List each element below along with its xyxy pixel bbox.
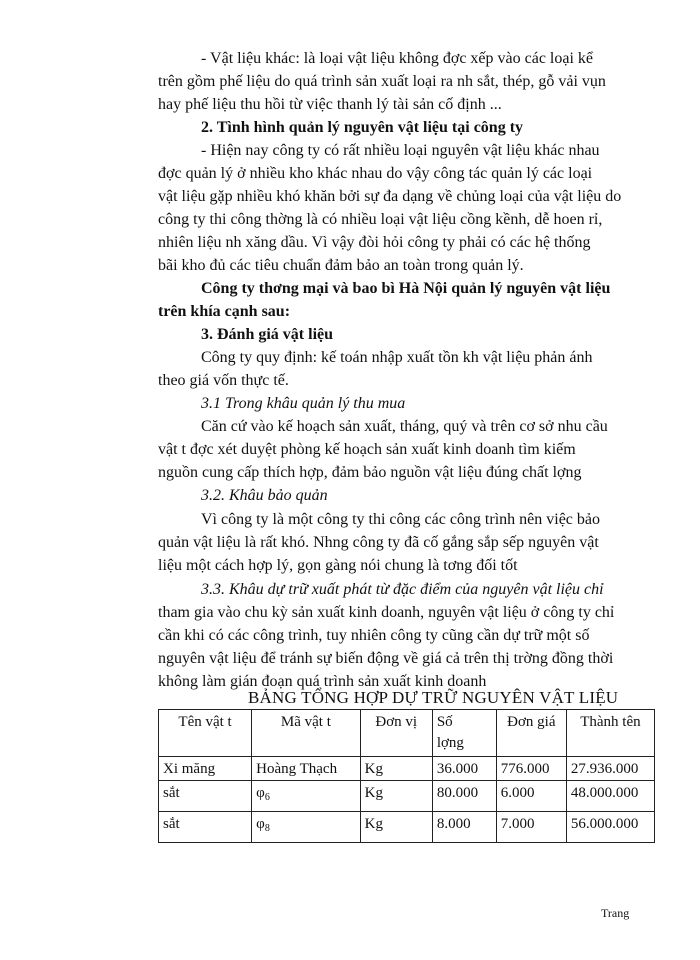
- paragraph-line: Vì công ty là một công ty thi công các công trình nên việc bảo: [201, 511, 600, 528]
- bold-line: trên khía cạnh sau:: [158, 303, 291, 320]
- paragraph-line: - Vật liệu khác: là loại vật liệu không đợc xếp vào các loại kể: [201, 50, 594, 67]
- table-cell: sắt: [159, 812, 252, 843]
- table-cell: 27.936.000: [566, 757, 654, 781]
- table-cell: sắt: [159, 781, 252, 812]
- section-heading: 3. Đánh giá vật liệu: [201, 326, 334, 343]
- section-heading: 2. Tình hình quản lý nguyên vật liệu tại công ty: [201, 119, 524, 136]
- paragraph-line: không làm gián đoạn quá trình sản xuất kinh doanh: [158, 673, 487, 690]
- subsection-heading: 3.3. Khâu dự trữ xuất phát từ đặc điểm của nguyên vật liệu chỉ: [201, 581, 604, 598]
- table-cell: 776.000: [496, 757, 566, 781]
- table-cell: Kg: [360, 781, 432, 812]
- table-cell: 7.000: [496, 812, 566, 843]
- header-cell: Tên vật t: [159, 710, 252, 757]
- table-row: [159, 781, 655, 812]
- header-cell: Đơn vị: [360, 710, 432, 757]
- header-cell: Mã vật t: [252, 710, 360, 757]
- paragraph-line: nhiên liệu nh xăng dầu. Vì vậy đòi hỏi công ty phải có các hệ thống: [158, 234, 591, 251]
- table-title: BẢNG TỔNG HỢP DỰ TRỮ NGUYÊN VẬT LIỆU: [248, 688, 619, 707]
- subscript: 8: [264, 823, 270, 834]
- paragraph-line: cần khi có các công trình, tuy nhiên công ty cũng cần dự trữ một số: [158, 627, 590, 644]
- paragraph-line: hay phế liệu thu hồi từ việc thanh lý tài sản cố định ...: [158, 96, 502, 113]
- paragraph-line: nguyên vật liệu để tránh sự biến động về giá cả trên thị trờng đồng thời: [158, 650, 614, 667]
- paragraph-line: Công ty quy định: kế toán nhập xuất tồn kh vật liệu phản ánh: [201, 349, 593, 366]
- table-cell: 36.000: [432, 757, 496, 781]
- paragraph-line: theo giá vốn thực tế.: [158, 372, 289, 389]
- table-cell: 48.000.000: [566, 781, 654, 812]
- phi-symbol: φ: [256, 816, 265, 832]
- table-cell: Xi măng: [159, 757, 252, 781]
- paragraph-line: nguồn cung cấp thích hợp, đảm bảo nguồn vật liệu đúng chất lợng: [158, 464, 582, 481]
- phi-symbol: φ: [256, 785, 265, 801]
- paragraph-line: tham gia vào chu kỳ sản xuất kinh doanh, nguyên vật liệu ở công ty chỉ: [158, 604, 615, 621]
- paragraph-line: liệu một cách hợp lý, gọn gàng nói chung là tơng đối tốt: [158, 557, 518, 574]
- paragraph-line: vật liệu gặp nhiều khó khăn bởi sự đa dạng về chủng loại của vật liệu do: [158, 188, 622, 205]
- table-cell: Kg: [360, 812, 432, 843]
- table-row: [159, 812, 655, 843]
- table-cell: 80.000: [432, 781, 496, 812]
- paragraph-line: công ty thi công thờng là có nhiều loại vật liệu cồng kềnh, dễ hoen rỉ,: [158, 211, 603, 228]
- header-cell: Thành tên: [566, 710, 654, 757]
- table-header-row: [159, 710, 655, 757]
- paragraph-line: bãi kho đủ các tiêu chuẩn đảm bảo an toàn trong quản lý.: [158, 257, 524, 274]
- table-cell: 56.000.000: [566, 812, 654, 843]
- paragraph-line: quản vật liệu là rất khó. Nhng công ty đã cố gắng sắp sếp nguyên vật: [158, 534, 599, 551]
- header-cell: Đơn giá: [496, 710, 566, 757]
- subsection-heading: 3.2. Khâu bảo quản: [201, 487, 328, 504]
- table-row: [159, 757, 655, 781]
- table-cell: [252, 812, 360, 843]
- header-cell-luong: lợng: [436, 735, 464, 751]
- table-cell: Kg: [360, 757, 432, 781]
- paragraph-line: trên gồm phế liệu do quá trình sản xuất loại ra nh sắt, thép, gỗ vải vụn: [158, 73, 606, 90]
- paragraph-line: - Hiện nay công ty có rất nhiều loại nguyên vật liệu khác nhau: [201, 142, 600, 159]
- bold-line: Công ty thơng mại và bao bì Hà Nội quản lý nguyên vật liệu: [201, 280, 611, 297]
- paragraph-line: đợc quản lý ở nhiều kho khác nhau do vậy công tác quản lý các loại: [158, 165, 593, 182]
- table-cell: Hoàng Thạch: [252, 757, 360, 781]
- paragraph-line: Căn cứ vào kế hoạch sản xuất, tháng, quý và trên cơ sở nhu cầu: [201, 418, 608, 435]
- header-cell-so: Số: [436, 714, 453, 730]
- subscript: 6: [264, 792, 270, 803]
- table-cell: 6.000: [496, 781, 566, 812]
- page-footer: Trang: [601, 906, 630, 920]
- table-cell: [252, 781, 360, 812]
- subsection-heading: 3.1 Trong khâu quản lý thu mua: [201, 395, 406, 412]
- table-cell: 8.000: [432, 812, 496, 843]
- inventory-table: [158, 709, 655, 843]
- paragraph-line: vật t đợc xét duyệt phòng kế hoạch sản xuất kinh doanh tìm kiếm: [158, 441, 576, 458]
- header-cell: [432, 710, 496, 757]
